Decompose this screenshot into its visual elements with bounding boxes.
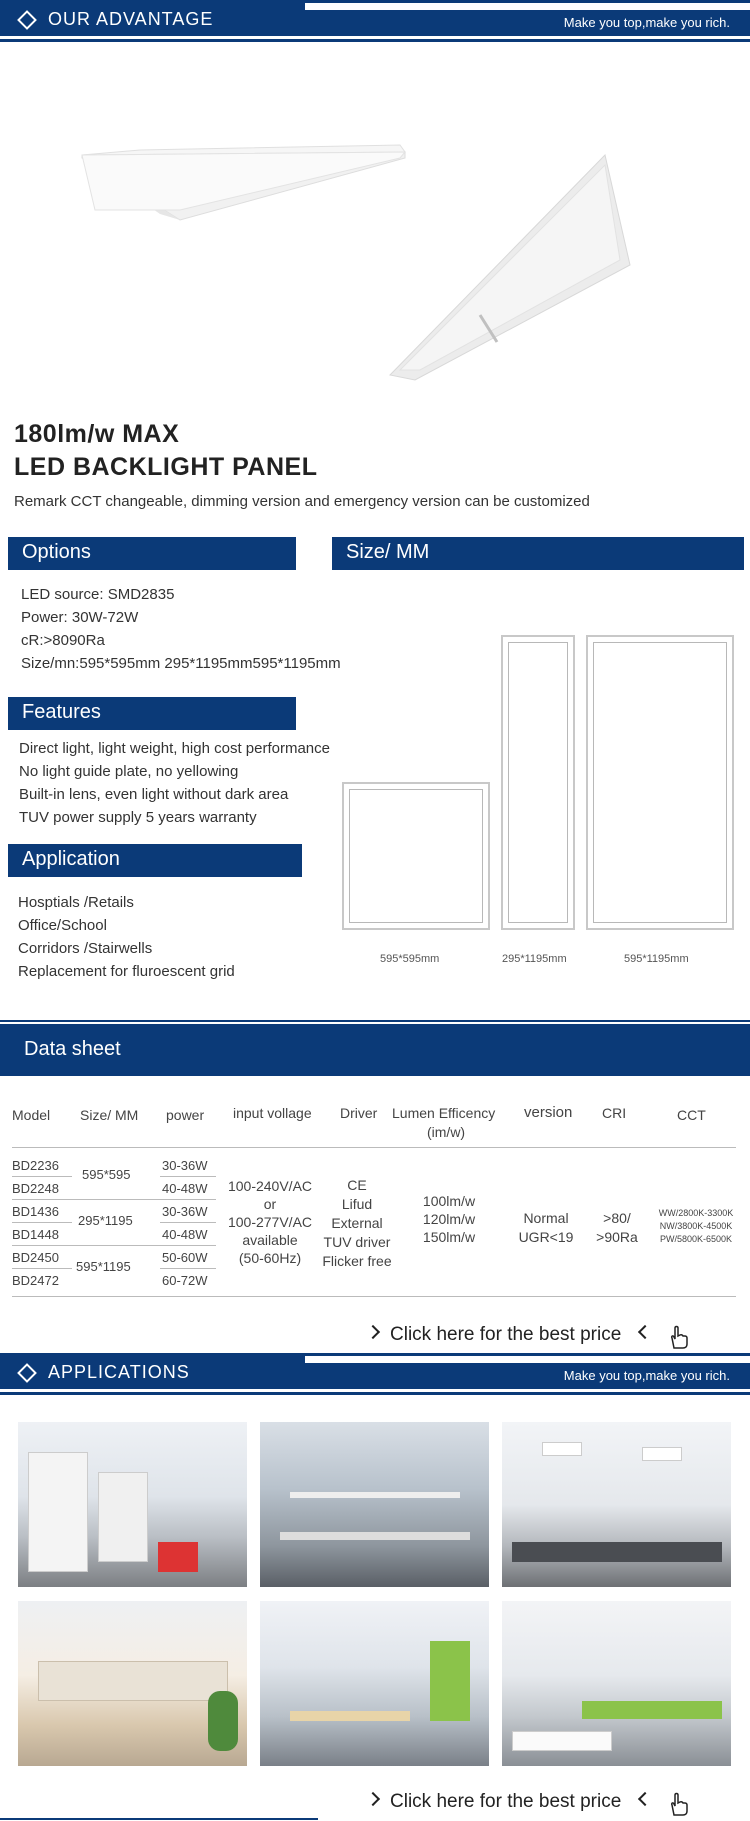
voltage-cell: or (263, 1196, 277, 1212)
features-item: Built-in lens, even light without dark area (19, 786, 289, 803)
application-item: Corridors /Stairwells (18, 940, 153, 957)
model-cell: BD2248 (12, 1181, 59, 1196)
power-cell: 50-60W (162, 1250, 208, 1265)
lumen-cell: 100lm/w (422, 1193, 476, 1209)
band-title: OUR ADVANTAGE (48, 9, 214, 29)
product-image (60, 130, 660, 390)
cri-cell: >80/ (603, 1210, 631, 1226)
advantage-band (0, 0, 750, 44)
panel-595x1195 (586, 635, 734, 930)
power-cell: 30-36W (162, 1158, 208, 1173)
application-photo-classroom (502, 1601, 731, 1766)
best-price-label: Click here for the best price (390, 1324, 622, 1345)
application-photo-factory (18, 1422, 247, 1587)
application-photo-assembly-line (260, 1422, 489, 1587)
application-item: Hosptials /Retails (18, 894, 134, 911)
hand-pointer-icon (668, 1324, 690, 1350)
power-cell: 40-48W (162, 1227, 208, 1242)
model-cell: BD1436 (12, 1204, 59, 1219)
power-cell: 60-72W (162, 1273, 208, 1288)
model-cell: BD2236 (12, 1158, 59, 1173)
col-header: Driver (340, 1105, 378, 1121)
chevron-left-icon (638, 1325, 652, 1339)
band-slogan: Make you top,make you rich. (563, 15, 730, 30)
lumen-cell: 150lm/w (422, 1229, 476, 1245)
options-item: Size/mn:595*595mm 295*1195mm595*1195mm (21, 655, 341, 672)
size-label: 595*1195mm (624, 953, 689, 965)
version-cell: Normal (523, 1210, 569, 1226)
driver-cell: Lifud (341, 1196, 373, 1212)
model-cell: BD2472 (12, 1273, 59, 1288)
driver-cell: External (331, 1215, 383, 1231)
voltage-cell: (50-60Hz) (238, 1250, 302, 1266)
driver-cell: Flicker free (322, 1253, 392, 1269)
panel-595x595 (342, 782, 490, 930)
col-header: Model (12, 1107, 51, 1123)
model-cell: BD1448 (12, 1227, 59, 1242)
chevron-left-icon (638, 1792, 652, 1806)
panel-295x1195 (501, 635, 575, 930)
col-header: input vollage (233, 1105, 312, 1121)
options-item: LED source: SMD2835 (21, 586, 175, 603)
size-cell: 595*595 (82, 1167, 131, 1182)
size-header: Size/ MM (332, 537, 744, 570)
chevron-right-icon (366, 1792, 380, 1806)
voltage-cell: available (242, 1232, 298, 1248)
size-cell: 295*1195 (78, 1213, 133, 1228)
model-cell: BD2450 (12, 1250, 59, 1265)
band-slogan: Make you top,make you rich. (563, 1368, 730, 1383)
driver-cell: CE (347, 1177, 367, 1193)
power-cell: 30-36W (162, 1204, 208, 1219)
cct-cell: PW/5800K-6500K (659, 1234, 733, 1244)
version-cell: UGR<19 (518, 1229, 574, 1245)
best-price-cta[interactable] (362, 1324, 692, 1350)
voltage-cell: 100-277V/AC (227, 1214, 313, 1230)
best-price-label: Click here for the best price (390, 1791, 622, 1812)
col-header: Size/ MM (80, 1107, 139, 1123)
remark-text: Remark CCT changeable, dimming version and emergency version can be customized (14, 493, 590, 510)
power-cell: 40-48W (162, 1181, 208, 1196)
band-title: APPLICATIONS (48, 1362, 190, 1382)
application-photo-open-office (502, 1422, 731, 1587)
col-header: Lumen Efficency (392, 1105, 496, 1121)
size-label: 295*1195mm (502, 953, 567, 965)
chevron-right-icon (366, 1325, 380, 1339)
size-cell: 595*1195 (76, 1259, 131, 1274)
options-item: Power: 30W-72W (21, 609, 139, 626)
application-item: Replacement for fluroescent grid (18, 963, 235, 980)
cct-cell: WW/2800K-3300K (658, 1208, 734, 1218)
application-photo-corridor (18, 1601, 247, 1766)
options-item: cR:>8090Ra (21, 632, 105, 649)
options-header: Options (8, 537, 296, 570)
features-item: Direct light, light weight, high cost performance (19, 740, 330, 757)
datasheet-header: Data sheet (0, 1024, 750, 1076)
col-header: (im/w) (427, 1124, 466, 1140)
application-photo-cafeteria (260, 1601, 489, 1766)
col-header: version (524, 1104, 573, 1121)
best-price-cta[interactable] (362, 1791, 692, 1817)
lumen-cell: 120lm/w (422, 1211, 476, 1227)
features-header: Features (8, 697, 296, 730)
col-header: power (166, 1107, 205, 1123)
driver-cell: TUV driver (323, 1234, 391, 1250)
headline-1: 180lm/w MAX (14, 420, 180, 448)
application-header: Application (8, 844, 302, 877)
voltage-cell: 100-240V/AC (227, 1178, 313, 1194)
application-item: Office/School (18, 917, 107, 934)
col-header: CRI (602, 1105, 627, 1121)
applications-band (0, 1353, 750, 1397)
hand-pointer-icon (668, 1791, 690, 1817)
cri-cell: >90Ra (596, 1229, 638, 1245)
cct-cell: NW/3800K-4500K (659, 1221, 733, 1231)
col-header: CCT (677, 1107, 706, 1123)
features-item: TUV power supply 5 years warranty (19, 809, 257, 826)
headline-2: LED BACKLIGHT PANEL (14, 453, 318, 481)
features-item: No light guide plate, no yellowing (19, 763, 239, 780)
size-label: 595*595mm (380, 953, 440, 965)
